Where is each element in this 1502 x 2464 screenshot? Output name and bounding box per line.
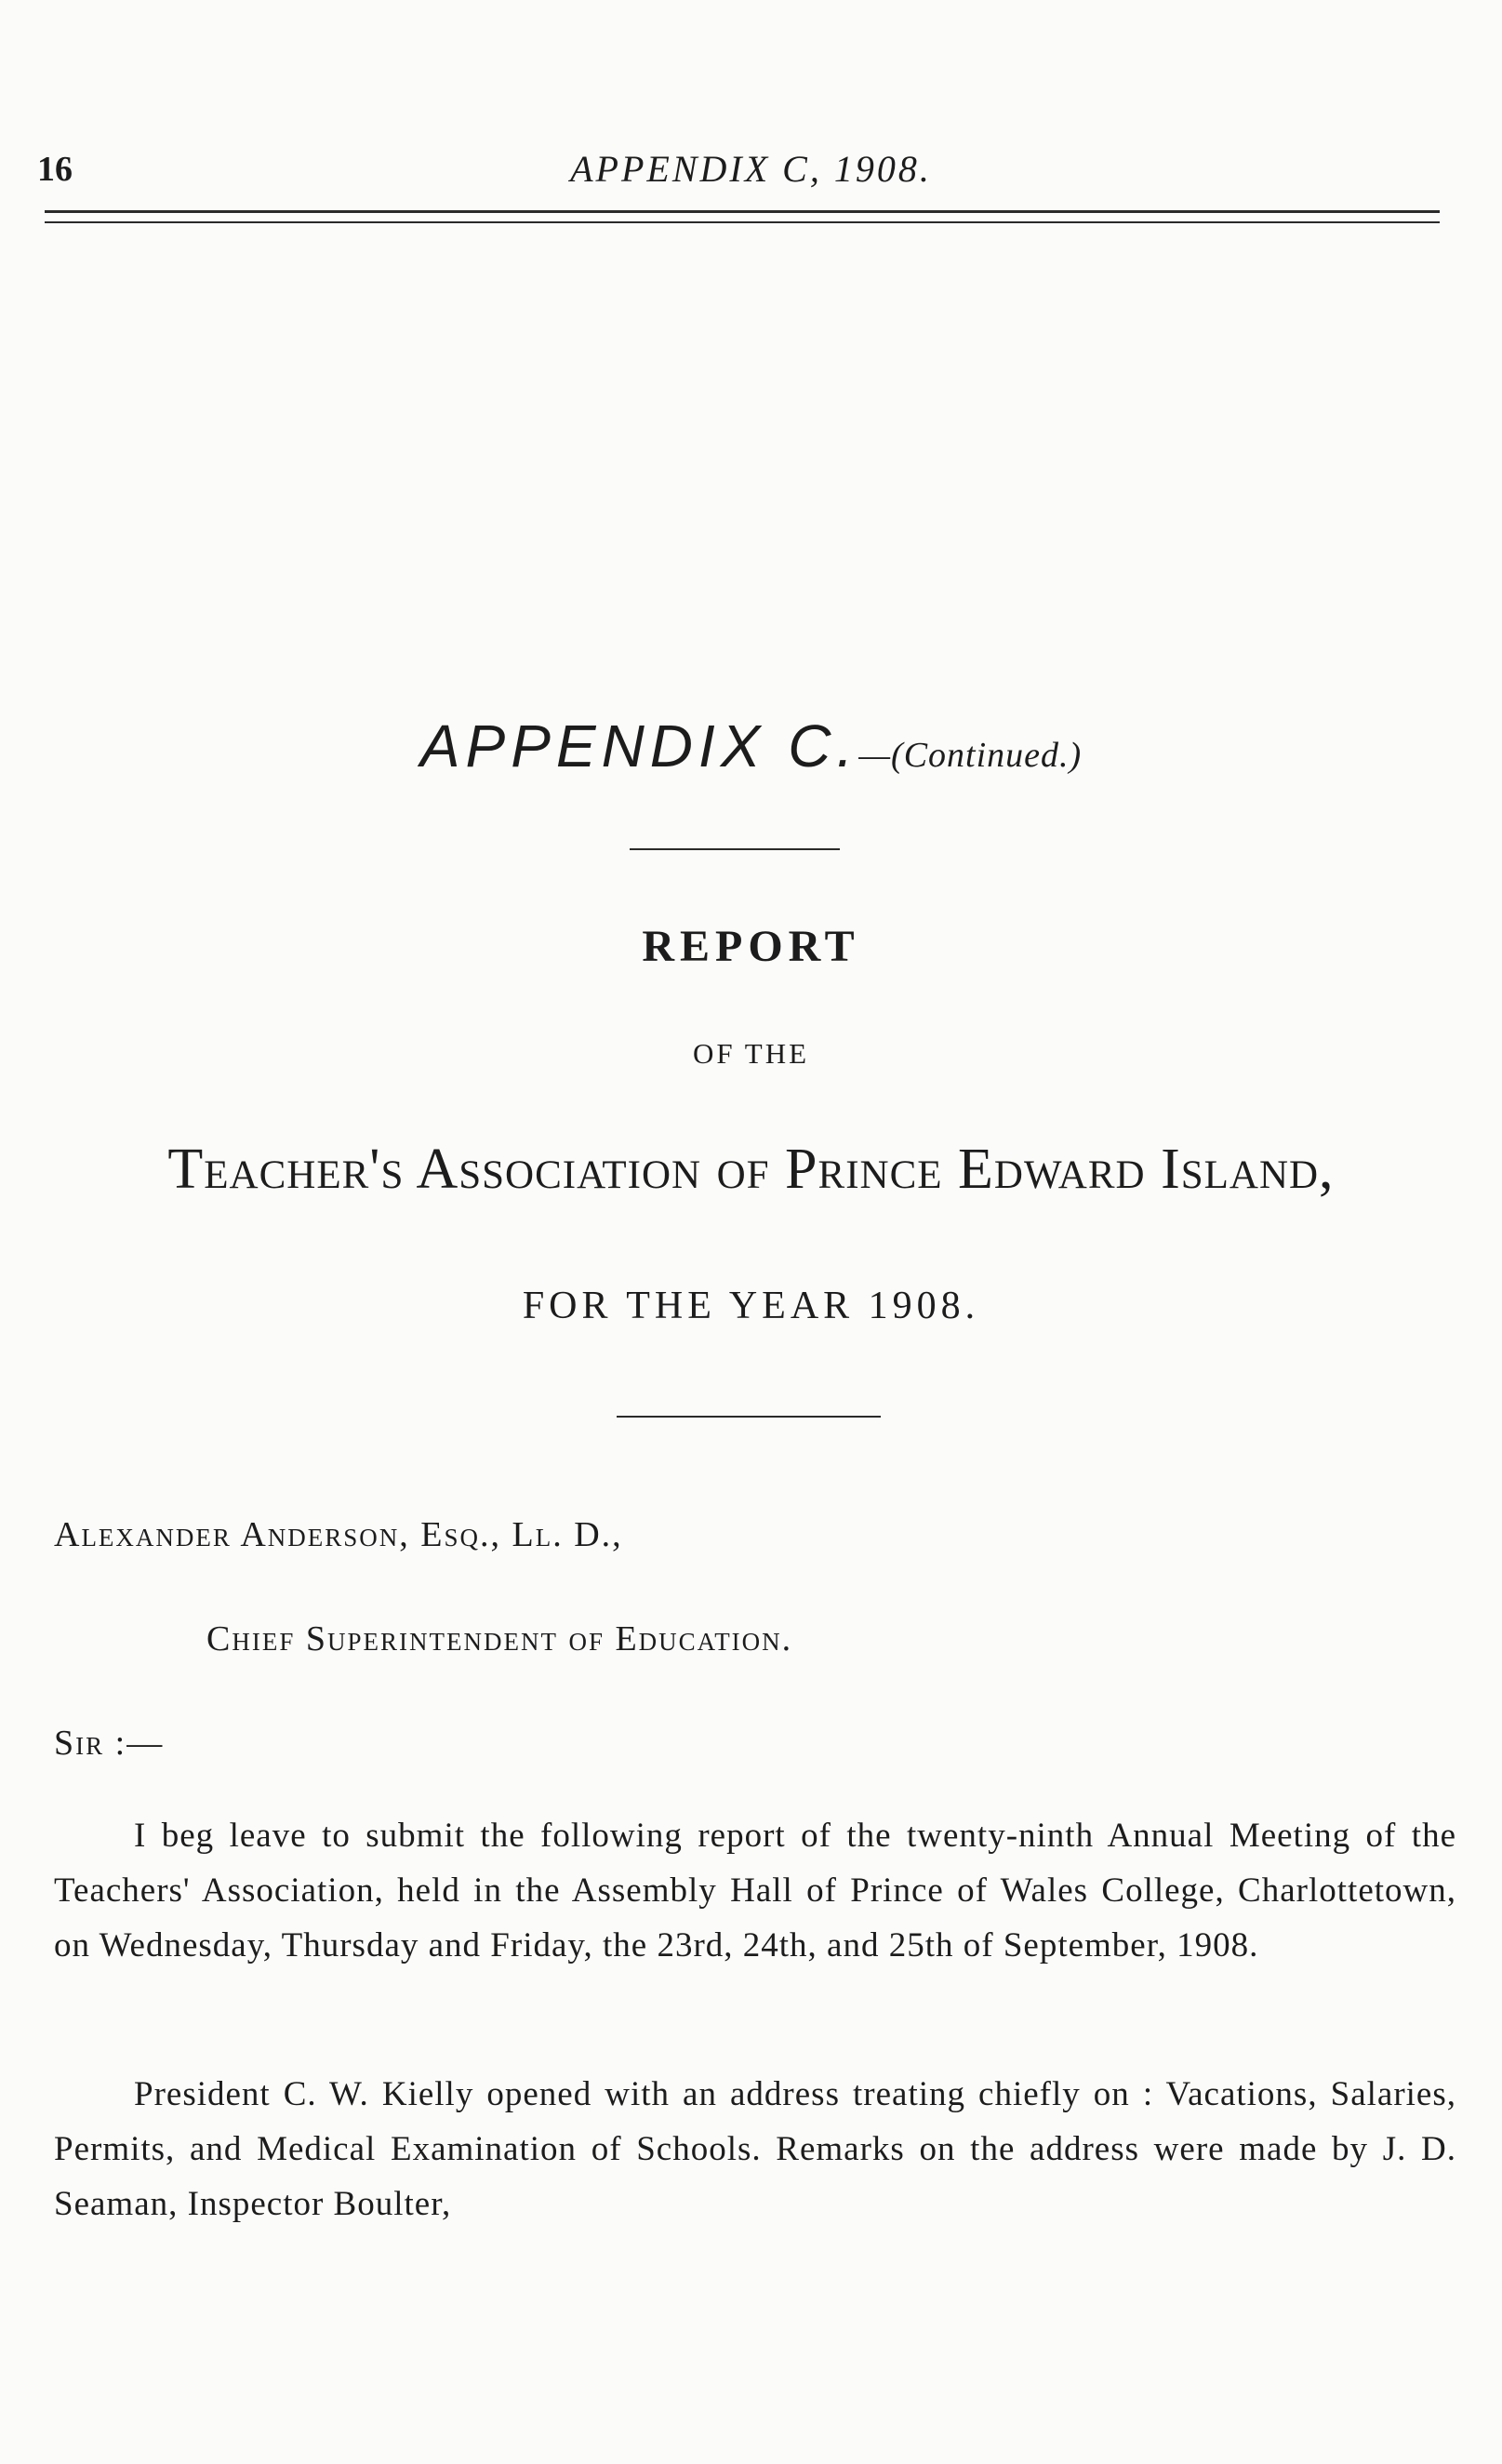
- report-title: REPORT: [642, 922, 860, 971]
- addressee-name: Alexander Anderson, Esq., Ll. D.,: [54, 1515, 623, 1554]
- of-the-line: OF THE: [692, 1037, 810, 1070]
- year-line: FOR THE YEAR 1908.: [522, 1285, 980, 1327]
- salutation: Sir :—: [54, 1724, 165, 1763]
- body-paragraph: [54, 1808, 1456, 1973]
- section-divider: [630, 848, 840, 850]
- header-rule: [45, 210, 1440, 213]
- body-paragraph: [54, 2067, 1456, 2231]
- appendix-heading-main: APPENDIX C.: [419, 713, 859, 779]
- paragraph-text: President C. W. Kielly opened with an address treating chiefly on : Vacations, Salaries, Permits, and Medical Examination of Schools. Remarks on the address were made by J. D. Seaman, Inspector Boulter,: [54, 2075, 1456, 2223]
- appendix-heading-continued: —(Continued.): [858, 736, 1083, 775]
- page-number: 16: [37, 150, 73, 189]
- paragraph-text: I beg leave to submit the following report of the twenty-ninth Annual Meeting of the Teachers' Association, held in the Assembly Hall of Prince of Wales College, Charlottetown, on Wednesday, Thursday and Friday, the 23rd, 24th, and 25th of September, 1908.: [54, 1817, 1456, 1965]
- association-name: Teacher's Association of Prince Edward Island,: [167, 1138, 1335, 1201]
- header-rule-secondary: [45, 221, 1440, 223]
- running-head: APPENDIX C, 1908.: [570, 148, 932, 190]
- appendix-heading: [0, 712, 1502, 780]
- title-divider: [617, 1416, 881, 1418]
- addressee-title: Chief Superintendent of Education.: [206, 1619, 793, 1658]
